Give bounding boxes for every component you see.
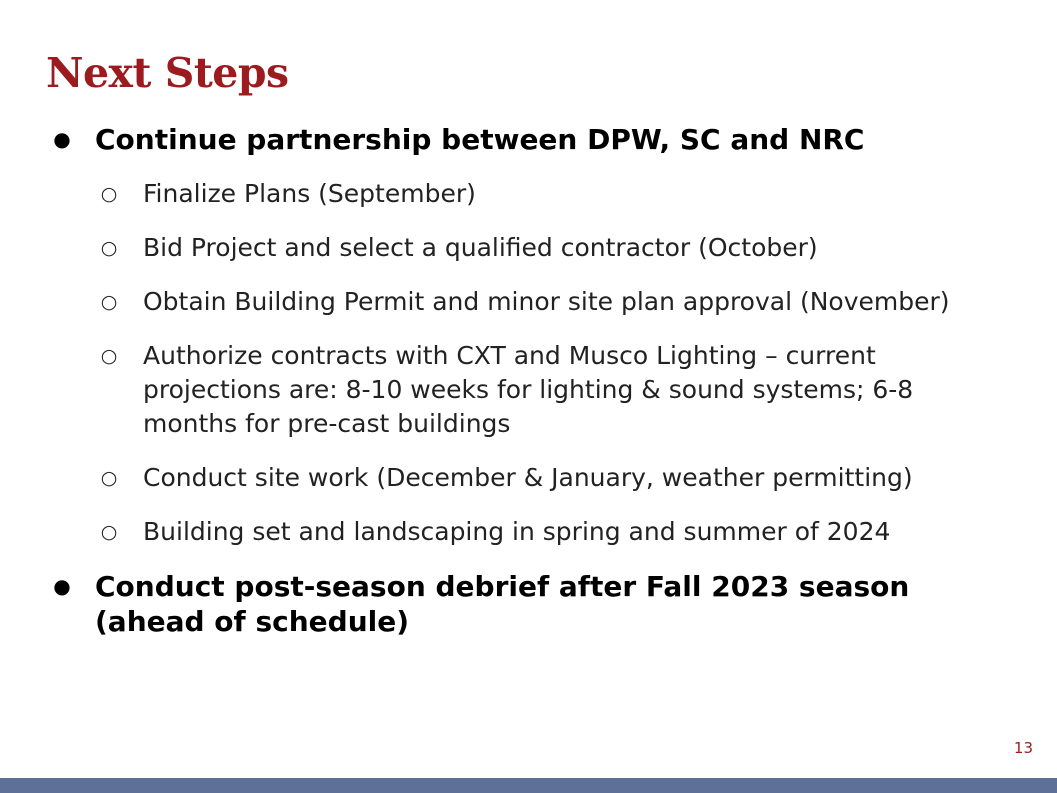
sub-bullet-text: Bid Project and select a qualified contractor (October) — [143, 233, 818, 262]
slide-title: Next Steps — [46, 49, 289, 97]
bullet-item — [0, 122, 1057, 157]
sub-bullet-text: Conduct site work (December & January, weather permitting) — [143, 463, 913, 492]
page-number: 13 — [1013, 739, 1033, 757]
sub-bullet-text: Finalize Plans (September) — [143, 179, 476, 208]
sub-bullet-icon: ○ — [100, 521, 118, 543]
footer-bar — [0, 778, 1057, 793]
sub-bullet-text: Authorize contracts with CXT and Musco Lighting – current projections are: 8-10 weeks for lighting & sound systems; 6-8 months for pre-cast buildings — [143, 341, 914, 438]
sub-bullet-icon: ○ — [100, 183, 118, 205]
sub-list-container — [0, 177, 1057, 549]
bullet-text: Continue partnership between DPW, SC and NRC — [95, 123, 865, 156]
sub-bullet-item — [0, 177, 1057, 211]
sub-bullet-item — [0, 231, 1057, 265]
bullet-text: Conduct post-season debrief after Fall 2023 season (ahead of schedule) — [95, 570, 910, 638]
bullet-icon: ● — [53, 574, 71, 598]
bullet-list — [0, 122, 1057, 652]
sub-bullet-icon: ○ — [100, 237, 118, 259]
sub-bullet-text: Obtain Building Permit and minor site plan approval (November) — [143, 287, 950, 316]
sub-bullet-item — [0, 461, 1057, 495]
sub-bullet-icon: ○ — [100, 345, 118, 367]
sub-bullet-list — [0, 177, 1057, 549]
sub-bullet-item — [0, 339, 1057, 441]
sub-bullet-item — [0, 285, 1057, 319]
sub-bullet-icon: ○ — [100, 467, 118, 489]
bullet-item — [0, 569, 1057, 639]
sub-bullet-item — [0, 515, 1057, 549]
sub-bullet-text: Building set and landscaping in spring and summer of 2024 — [143, 517, 891, 546]
sub-bullet-icon: ○ — [100, 291, 118, 313]
bullet-icon: ● — [53, 127, 71, 151]
